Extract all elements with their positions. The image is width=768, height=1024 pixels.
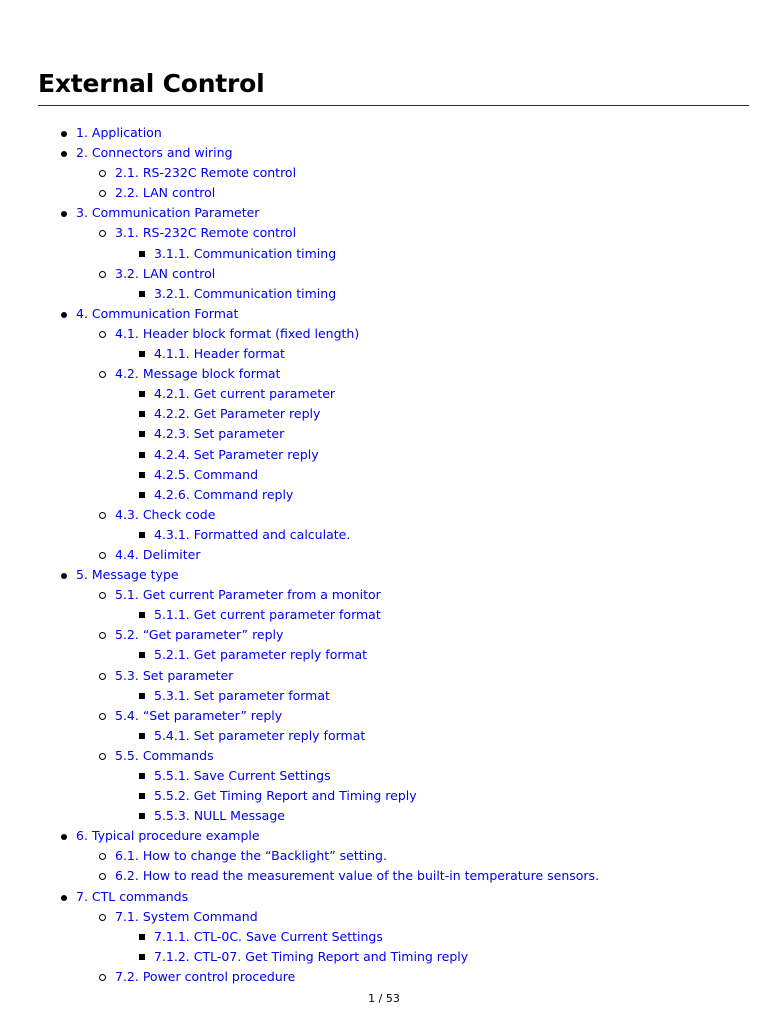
toc-link[interactable]: 5.5. Commands	[115, 747, 214, 763]
toc-link[interactable]: 4.1. Header block format (fixed length)	[115, 325, 360, 341]
toc-link[interactable]: 4.2.2. Get Parameter reply	[154, 406, 321, 422]
toc-item	[0, 424, 768, 444]
toc-item	[0, 565, 768, 585]
disc-bullet-icon	[61, 151, 67, 157]
toc-link[interactable]: 5.3.1. Set parameter format	[154, 687, 330, 703]
toc-link[interactable]: 5.5.1. Save Current Settings	[154, 768, 331, 783]
square-bullet-icon	[139, 291, 145, 297]
disc-bullet-icon	[61, 312, 67, 318]
toc-item	[0, 806, 768, 826]
toc-link[interactable]: 6. Typical procedure example	[76, 828, 260, 844]
square-bullet-icon	[139, 733, 145, 739]
circle-bullet-icon	[99, 753, 106, 760]
toc-link[interactable]: 5.3. Set parameter	[115, 667, 234, 683]
square-bullet-icon	[139, 612, 145, 618]
square-bullet-icon	[139, 813, 145, 819]
toc-item	[0, 907, 768, 927]
toc-item	[0, 203, 768, 223]
circle-bullet-icon	[99, 673, 106, 680]
square-bullet-icon	[139, 452, 145, 458]
toc-item	[0, 505, 768, 525]
toc-link[interactable]: 7.2. Power control procedure	[115, 968, 296, 984]
circle-bullet-icon	[99, 632, 106, 639]
toc-link[interactable]: 7.1.2. CTL-07. Get Timing Report and Timing reply	[154, 948, 469, 964]
circle-bullet-icon	[99, 592, 106, 599]
toc-item	[0, 645, 768, 665]
toc-link[interactable]: 6.2. How to read the measurement value of the built-in temperature sensors.	[115, 868, 600, 884]
toc-link[interactable]: 5.4.1. Set parameter reply format	[154, 727, 366, 743]
toc-item	[0, 284, 768, 304]
square-bullet-icon	[139, 351, 145, 357]
toc-link[interactable]: 3. Communication Parameter	[76, 205, 260, 221]
toc-link[interactable]: 4.3.1. Formatted and calculate.	[154, 526, 351, 542]
disc-bullet-icon	[61, 211, 67, 217]
toc-link[interactable]: 4.4. Delimiter	[115, 546, 201, 562]
toc-link[interactable]: 7.1.1. CTL-0C. Save Current Settings	[154, 928, 383, 944]
square-bullet-icon	[139, 532, 145, 538]
toc-link[interactable]: 2. Connectors and wiring	[76, 145, 233, 161]
square-bullet-icon	[139, 492, 145, 498]
circle-bullet-icon	[99, 552, 106, 559]
toc-link[interactable]: 3.2. LAN control	[115, 265, 216, 281]
toc-item	[0, 324, 768, 344]
disc-bullet-icon	[61, 895, 67, 901]
square-bullet-icon	[139, 472, 145, 478]
disc-bullet-icon	[61, 131, 67, 137]
toc-item	[0, 384, 768, 404]
circle-bullet-icon	[99, 914, 106, 921]
toc-link[interactable]: 4.2.4. Set Parameter reply	[154, 446, 319, 462]
toc-link[interactable]: 5.2. “Get parameter” reply	[115, 627, 284, 643]
toc-item	[0, 223, 768, 243]
toc-link[interactable]: 1. Application	[76, 125, 162, 140]
toc-item	[0, 866, 768, 886]
document-title: External Control	[38, 69, 265, 98]
toc-item	[0, 123, 768, 143]
toc-link[interactable]: 5. Message type	[76, 567, 179, 583]
circle-bullet-icon	[99, 190, 106, 197]
toc-item	[0, 183, 768, 203]
toc-link[interactable]: 7. CTL commands	[76, 888, 189, 904]
toc-item	[0, 846, 768, 866]
toc-item	[0, 746, 768, 766]
toc-link[interactable]: 4.1.1. Header format	[154, 346, 285, 362]
toc-item	[0, 465, 768, 485]
disc-bullet-icon	[61, 834, 67, 840]
toc-item	[0, 545, 768, 565]
toc-link[interactable]: 5.2.1. Get parameter reply format	[154, 647, 368, 663]
toc-link[interactable]: 4. Communication Format	[76, 305, 239, 321]
circle-bullet-icon	[99, 512, 106, 519]
circle-bullet-icon	[99, 713, 106, 720]
circle-bullet-icon	[99, 230, 106, 237]
square-bullet-icon	[139, 411, 145, 417]
toc-link[interactable]: 3.1. RS-232C Remote control	[115, 225, 297, 241]
square-bullet-icon	[139, 652, 145, 658]
toc-item	[0, 244, 768, 264]
toc-link[interactable]: 2.2. LAN control	[115, 185, 216, 201]
toc-link[interactable]: 4.2.1. Get current parameter	[154, 386, 336, 402]
toc-link[interactable]: 5.5.2. Get Timing Report and Timing reply	[154, 788, 417, 804]
square-bullet-icon	[139, 251, 145, 257]
toc-item	[0, 585, 768, 605]
toc-link[interactable]: 6.1. How to change the “Backlight” setting.	[115, 848, 387, 864]
circle-bullet-icon	[99, 853, 106, 860]
toc-item	[0, 404, 768, 424]
square-bullet-icon	[139, 391, 145, 397]
circle-bullet-icon	[99, 873, 106, 880]
table-of-contents	[0, 123, 768, 987]
toc-item	[0, 766, 768, 786]
square-bullet-icon	[139, 693, 145, 699]
toc-link[interactable]: 3.2.1. Communication timing	[154, 285, 337, 301]
title-divider	[38, 105, 749, 106]
toc-item	[0, 445, 768, 465]
circle-bullet-icon	[99, 974, 106, 981]
toc-item	[0, 927, 768, 947]
circle-bullet-icon	[99, 170, 106, 177]
toc-link[interactable]: 2.1. RS-232C Remote control	[115, 165, 297, 181]
toc-link[interactable]: 4.2.3. Set parameter	[154, 426, 285, 442]
toc-link[interactable]: 4.2. Message block format	[115, 366, 281, 382]
toc-item	[0, 525, 768, 545]
disc-bullet-icon	[61, 573, 67, 579]
toc-item	[0, 786, 768, 806]
toc-link[interactable]: 5.5.3. NULL Message	[154, 808, 285, 824]
toc-link[interactable]: 3.1.1. Communication timing	[154, 245, 337, 261]
toc-link[interactable]: 5.4. “Set parameter” reply	[115, 707, 283, 723]
toc-item	[0, 163, 768, 183]
toc-link[interactable]: 4.3. Check code	[115, 506, 216, 522]
square-bullet-icon	[139, 934, 145, 940]
circle-bullet-icon	[99, 371, 106, 378]
toc-link[interactable]: 5.1. Get current Parameter from a monitor	[115, 587, 381, 603]
toc-item	[0, 887, 768, 907]
toc-item	[0, 967, 768, 987]
toc-item	[0, 947, 768, 967]
toc-item	[0, 304, 768, 324]
square-bullet-icon	[139, 954, 145, 960]
toc-item	[0, 726, 768, 746]
toc-item	[0, 364, 768, 384]
toc-link[interactable]: 4.2.6. Command reply	[154, 486, 294, 502]
toc-link[interactable]: 5.1.1. Get current parameter format	[154, 607, 381, 623]
toc-item	[0, 264, 768, 284]
toc-item	[0, 686, 768, 706]
circle-bullet-icon	[99, 331, 106, 338]
toc-item	[0, 485, 768, 505]
toc-item	[0, 344, 768, 364]
square-bullet-icon	[139, 793, 145, 799]
square-bullet-icon	[139, 773, 145, 779]
toc-item	[0, 625, 768, 645]
circle-bullet-icon	[99, 271, 106, 278]
toc-link[interactable]: 4.2.5. Command	[154, 466, 258, 482]
toc-item	[0, 605, 768, 625]
toc-item	[0, 143, 768, 163]
toc-item	[0, 706, 768, 726]
square-bullet-icon	[139, 431, 145, 437]
page-number: 1 / 53	[368, 992, 400, 1005]
toc-link[interactable]: 7.1. System Command	[115, 908, 258, 924]
toc-item	[0, 826, 768, 846]
toc-item	[0, 666, 768, 686]
